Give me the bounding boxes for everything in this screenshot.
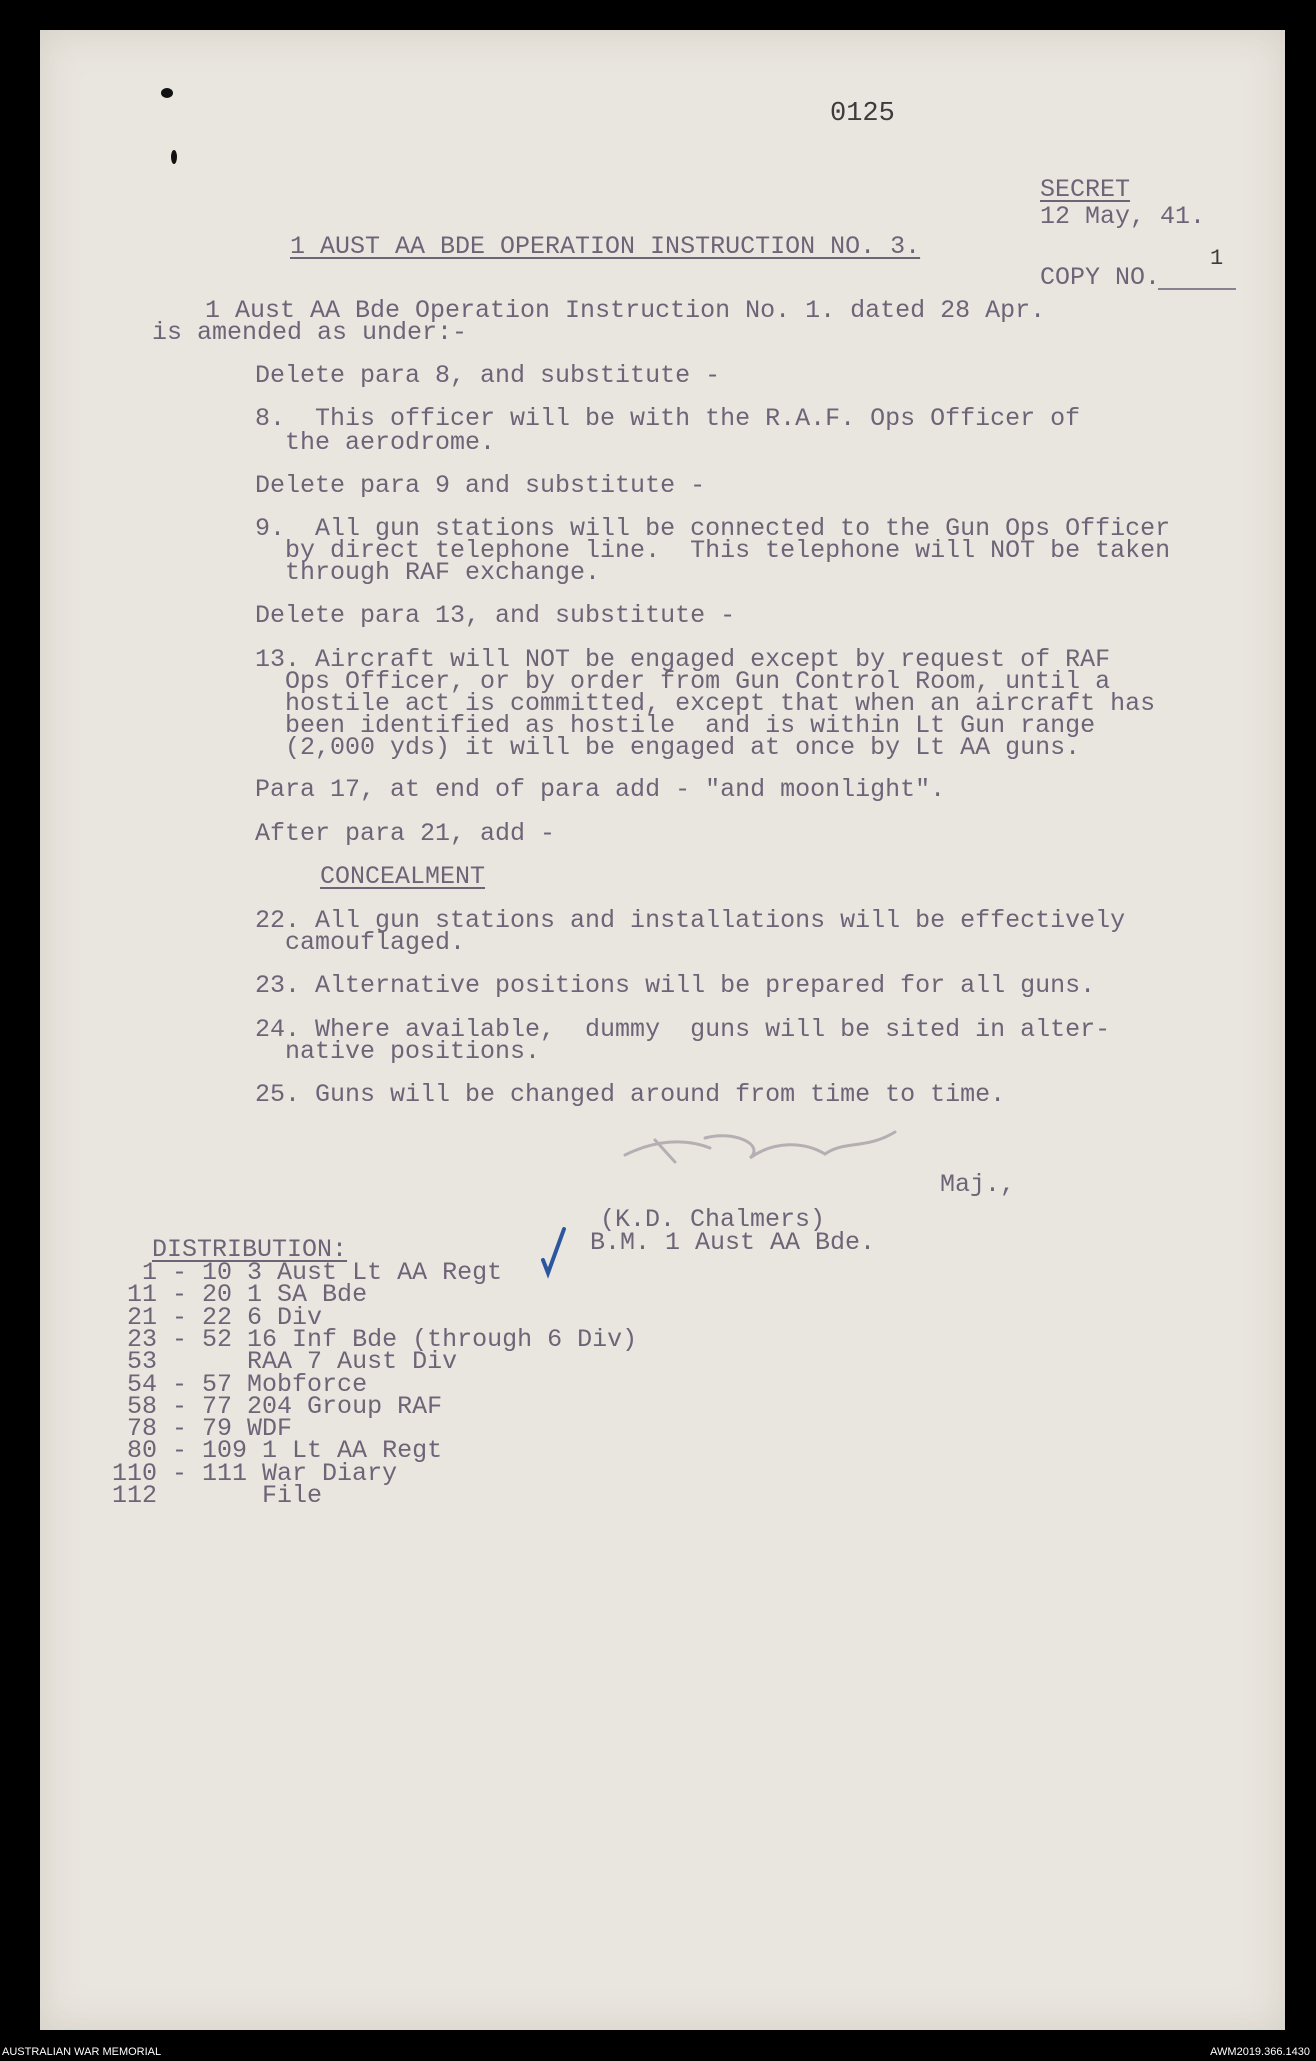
ink-speck xyxy=(171,150,177,164)
signature-name: (K.D. Chalmers) xyxy=(600,1205,826,1234)
amendment-line: (2,000 yds) it will be engaged at once by Lt AA guns. xyxy=(255,733,1081,762)
copy-number: 1 xyxy=(1210,246,1224,271)
distribution-range: 58 - 77 xyxy=(112,1391,233,1421)
amendment-line: by direct telephone line. This telephone will NOT be taken xyxy=(255,536,1171,565)
doc-number: 0125 xyxy=(830,99,895,129)
doc-date: 12 May, 41. xyxy=(1040,202,1206,231)
distribution-range: 54 - 57 xyxy=(112,1369,233,1399)
amendment-heading: Delete para 9 and substitute - xyxy=(255,471,706,500)
document-title: 1 AUST AA BDE OPERATION INSTRUCTION NO. 3. xyxy=(290,232,921,261)
section-heading: CONCEALMENT xyxy=(320,862,486,891)
distribution-range: 78 - 79 xyxy=(112,1414,233,1444)
distribution-recipient: RAA 7 Aust Div xyxy=(247,1347,458,1377)
document-page xyxy=(40,30,1285,2030)
distribution-range: 23 - 52 xyxy=(112,1324,233,1354)
distribution-range: 53 xyxy=(112,1347,233,1377)
amendment-line: 9. All gun stations will be connected to the Gun Ops Officer xyxy=(255,514,1171,543)
distribution-recipient: 1 SA Bde xyxy=(247,1280,368,1310)
distribution-recipient: 6 Div xyxy=(247,1302,323,1332)
para17-amendment: Para 17, at end of para add - "and moonlight". xyxy=(255,775,946,804)
after21-amendment: After para 21, add - xyxy=(255,819,556,848)
distribution-range: 11 - 20 xyxy=(112,1280,233,1310)
amendment-heading: Delete para 8, and substitute - xyxy=(255,361,721,390)
distribution-recipient: Mobforce xyxy=(247,1369,368,1399)
amendment-heading: Delete para 13, and substitute - xyxy=(255,601,736,630)
distribution-range: 80 - 109 xyxy=(112,1436,248,1466)
intro-line: 1 Aust AA Bde Operation Instruction No. 1. dated 28 Apr. xyxy=(205,296,1046,325)
new-para-line: 23. Alternative positions will be prepared for all guns. xyxy=(255,971,1096,1000)
amendment-line: through RAF exchange. xyxy=(255,558,601,587)
distribution-row xyxy=(112,1481,322,1510)
footer-reference: AWM2019.366.1430 xyxy=(1210,2046,1310,2058)
ink-speck xyxy=(161,88,173,98)
footer-source: AUSTRALIAN WAR MEMORIAL xyxy=(2,2046,162,2058)
signature-rank: Maj., xyxy=(940,1170,1016,1199)
distribution-range: 110 - 111 xyxy=(112,1458,248,1488)
distribution-recipient: WDF xyxy=(247,1414,293,1444)
distribution-range: 1 - 10 xyxy=(112,1258,233,1287)
amendment-line: Ops Officer, or by order from Gun Control Room, until a xyxy=(255,667,1111,696)
distribution-range: 112 xyxy=(112,1481,248,1510)
checkmark-icon xyxy=(538,1225,568,1280)
distribution-recipient: 1 Lt AA Regt xyxy=(262,1436,443,1466)
distribution-recipient: War Diary xyxy=(262,1458,398,1488)
amendment-line: the aerodrome. xyxy=(255,428,496,457)
copy-number-line xyxy=(1158,288,1236,290)
distribution-heading: DISTRIBUTION: xyxy=(152,1235,348,1264)
distribution-range: 21 - 22 xyxy=(112,1302,233,1332)
distribution-recipient: 16 Inf Bde (through 6 Div) xyxy=(247,1324,638,1354)
new-para-line: camouflaged. xyxy=(255,928,466,957)
amendment-line: been identified as hostile and is within Lt Gun range xyxy=(255,711,1096,740)
intro-line: is amended as under:- xyxy=(152,318,468,347)
copy-label: COPY NO. xyxy=(1040,263,1161,292)
distribution-recipient: 204 Group RAF xyxy=(247,1391,443,1421)
distribution-recipient: 3 Aust Lt AA Regt xyxy=(247,1258,503,1287)
new-para-line: native positions. xyxy=(255,1037,541,1066)
amendment-line: 13. Aircraft will NOT be engaged except by request of RAF xyxy=(255,645,1111,674)
handwritten-signature xyxy=(615,1120,915,1180)
new-para-line: 25. Guns will be changed around from time to time. xyxy=(255,1080,1006,1109)
signature-appointment: B.M. 1 Aust AA Bde. xyxy=(590,1228,876,1257)
new-para-line: 24. Where available, dummy guns will be sited in alter- xyxy=(255,1015,1111,1044)
amendment-line: 8. This officer will be with the R.A.F. Ops Officer of xyxy=(255,404,1081,433)
distribution-recipient: File xyxy=(262,1481,323,1510)
classification: SECRET xyxy=(1040,175,1131,204)
amendment-line: hostile act is committed, except that when an aircraft has xyxy=(255,689,1156,718)
new-para-line: 22. All gun stations and installations will be effectively xyxy=(255,906,1126,935)
